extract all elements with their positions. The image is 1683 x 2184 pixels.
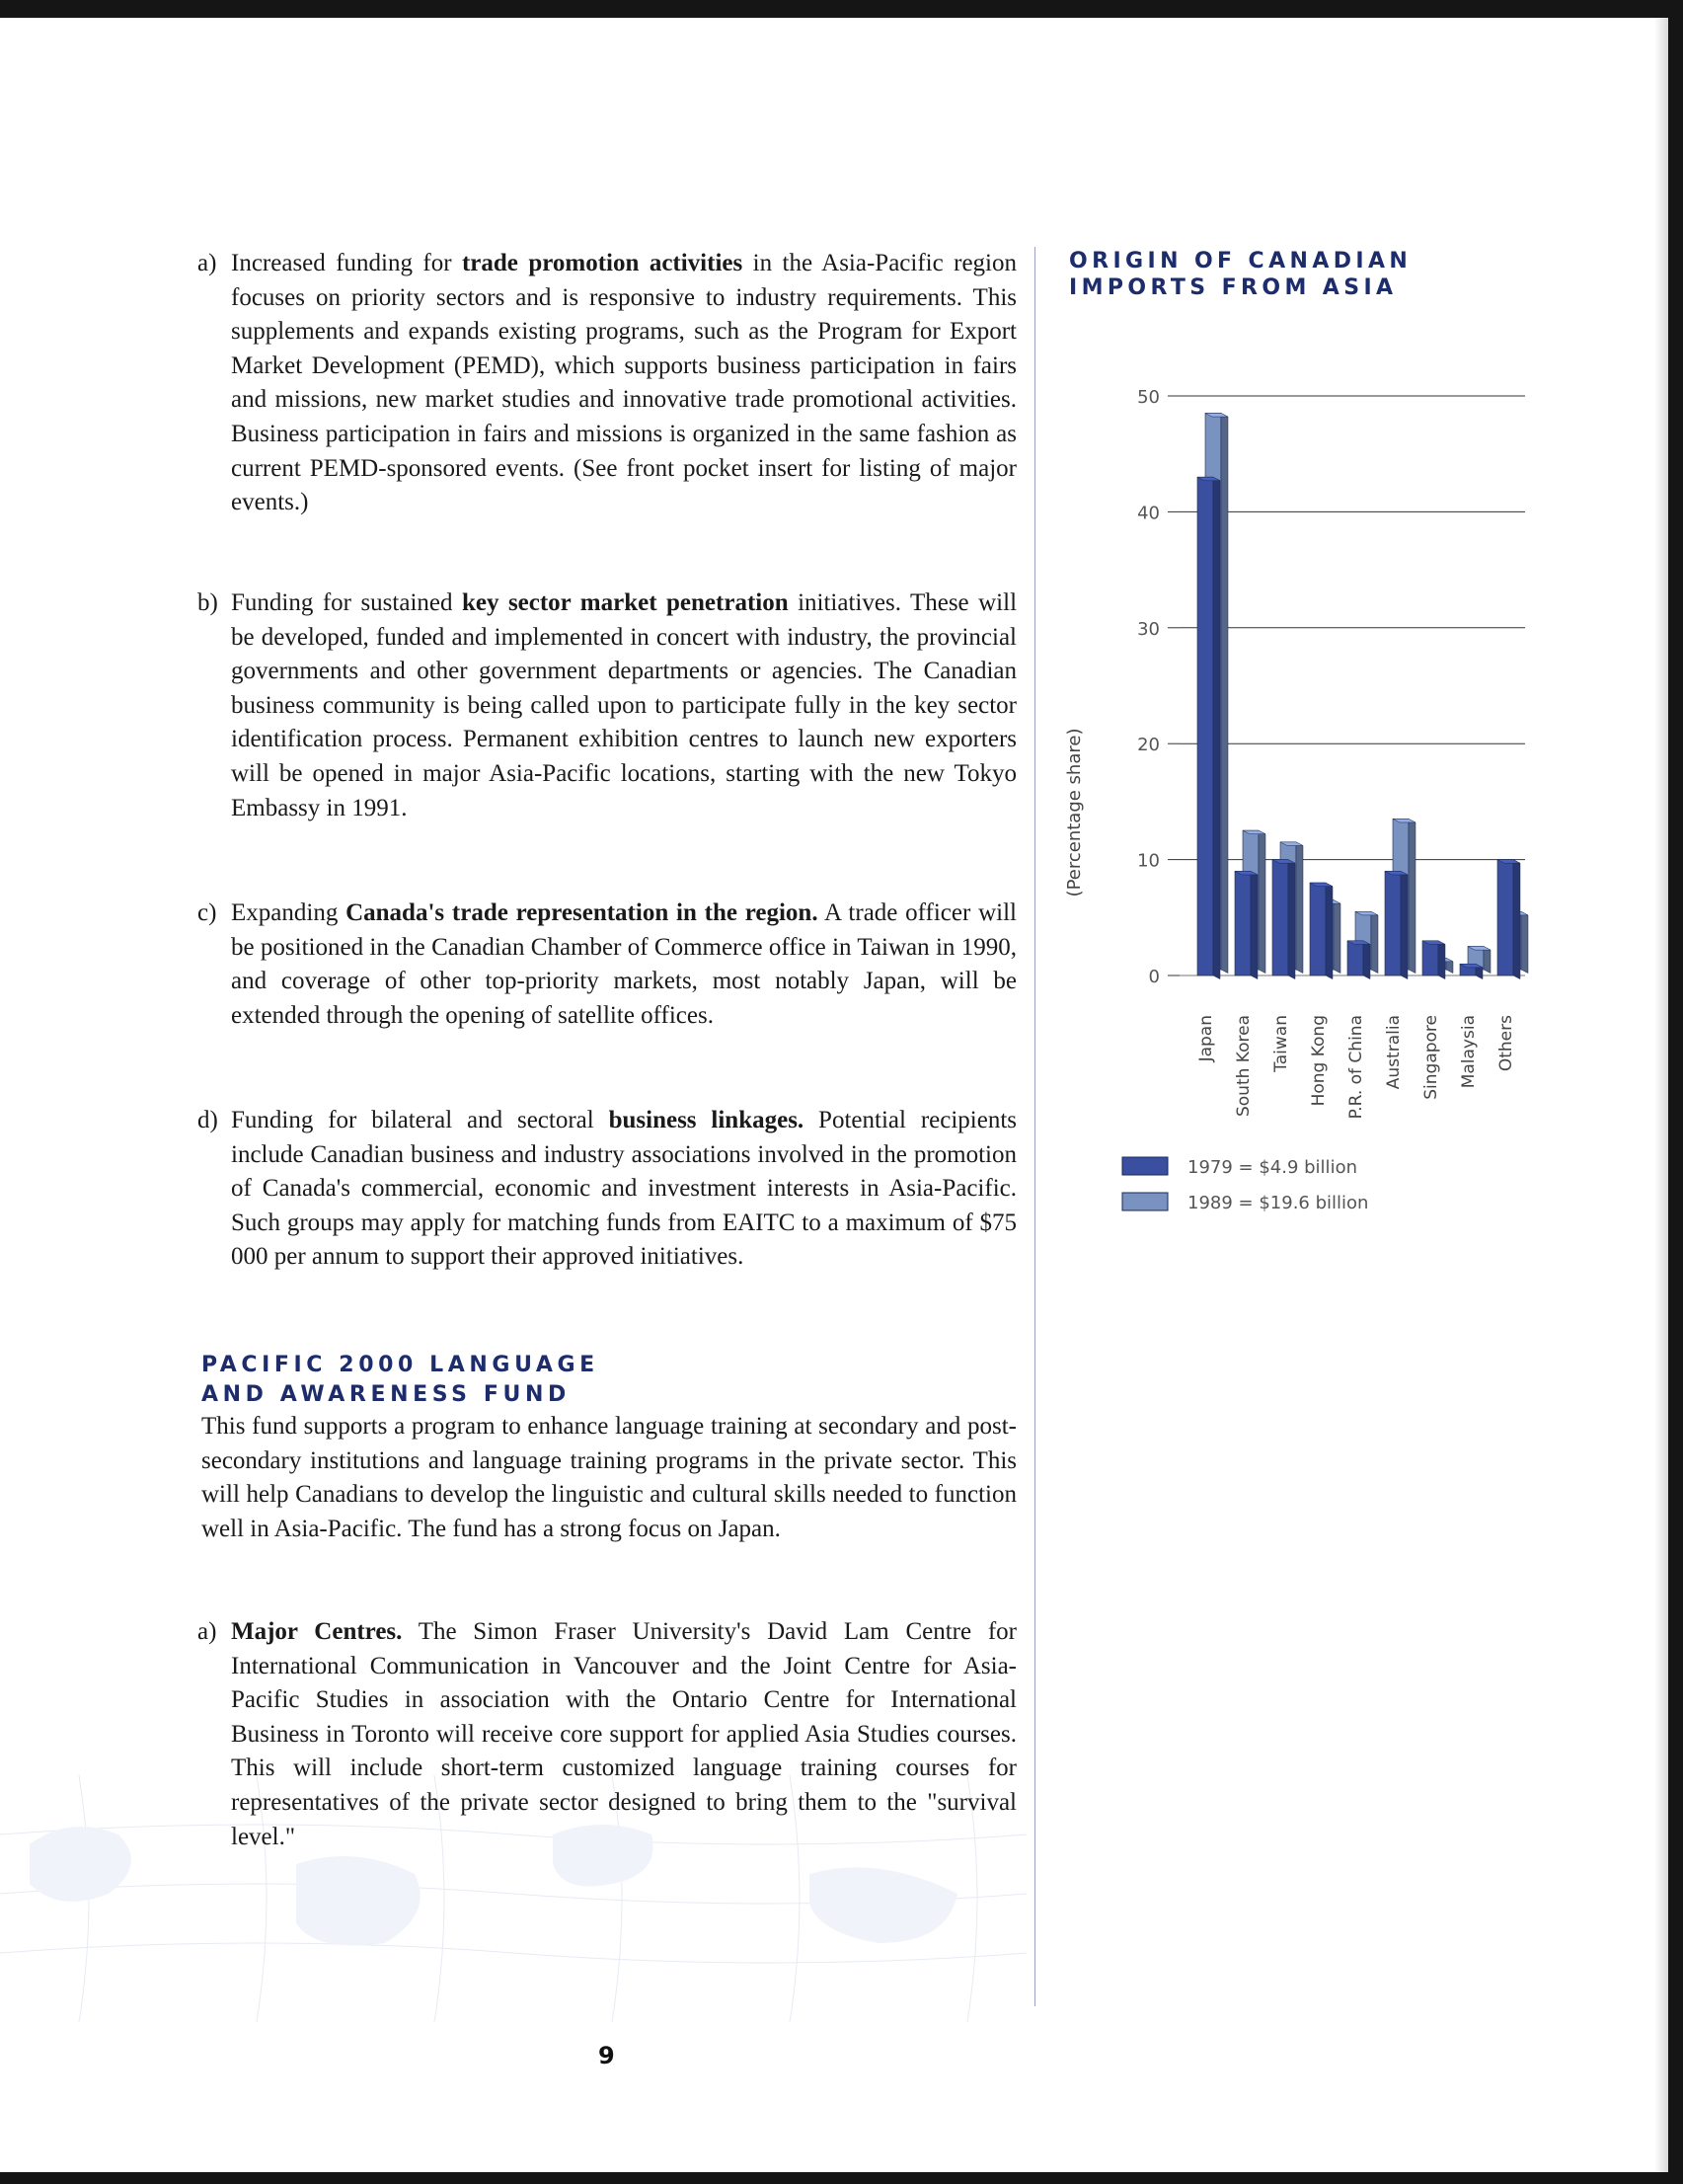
business-linkages-item xyxy=(197,1104,1017,1275)
item-label: b) xyxy=(197,589,218,616)
category-label: P.R. of China xyxy=(1346,1015,1366,1120)
y-axis-label: (Percentage share) xyxy=(1064,728,1085,897)
y-tick-label: 0 xyxy=(1148,967,1160,987)
column-divider xyxy=(1034,247,1035,2006)
bar-1979-8 xyxy=(1497,860,1513,975)
category-label: Australia xyxy=(1384,1015,1404,1090)
bar-1989-2-side xyxy=(1296,842,1303,974)
bar-1979-5 xyxy=(1385,871,1401,975)
bar-1989-0-side xyxy=(1221,413,1228,973)
bar-1979-1-side xyxy=(1251,871,1258,978)
y-tick-label: 30 xyxy=(1137,618,1160,640)
item-bold-term: key sector market penetration xyxy=(461,589,789,616)
category-label: Hong Kong xyxy=(1309,1015,1329,1107)
y-tick-label: 10 xyxy=(1137,850,1160,872)
major-centres-item xyxy=(197,1615,1017,1854)
bar-1979-3 xyxy=(1310,883,1326,975)
item-label: c) xyxy=(197,899,217,926)
bar-1979-4-side xyxy=(1363,941,1370,979)
legend-swatch xyxy=(1122,1157,1168,1175)
category-label: Taiwan xyxy=(1271,1015,1291,1072)
bar-1979-2 xyxy=(1272,860,1288,975)
item-text: Funding for sustained key sector market penetration initiatives. These will be developed, funded and implemented in concert with industry, the provincial governments and other government departments or agencies. The Canadian business community is being called upon to participate fully in the key sector identification process. Permanent exhibition centres to launch new exporters will be opened in major Asia-Pacific locations, starting with the new Tokyo Embassy in 1991. xyxy=(231,589,1018,821)
item-text: Expanding Canada's trade representation in the region. A trade officer will be positioned in the Canadian Chamber of Commerce office in Taiwan in 1990, and coverage of other top-priority markets, most notably Japan, will be extended through the opening of satellite offices. xyxy=(231,899,1017,1029)
item-label: d) xyxy=(197,1107,218,1133)
y-tick-label: 50 xyxy=(1137,387,1160,408)
item-bold-term: Major Centres. xyxy=(231,1618,403,1645)
bar-1979-6 xyxy=(1422,941,1438,975)
category-label: Others xyxy=(1496,1015,1516,1072)
item-text: Increased funding for trade promotion activities in the Asia-Pacific region focuses on priority sectors and is responsive to industry requirements. This supplements and expands existing programs, such as the Program for Export Market Development (PEMD), which supports business participation in fairs and missions, new market studies and innovative trade promotional activities. Business participation in fairs and missions is organized in the same fashion as current PEMD-sponsored events. (See front pocket insert for listing of major events.) xyxy=(231,250,1017,516)
chart-title-line1: ORIGIN OF CANADIAN xyxy=(1069,249,1413,273)
bar-1989-3-side xyxy=(1334,900,1340,974)
item-bold-term: business linkages. xyxy=(608,1107,804,1133)
legend-label: 1989 = $19.6 billion xyxy=(1187,1193,1369,1213)
bar-1979-4 xyxy=(1347,941,1363,975)
page-number: 9 xyxy=(598,2042,615,2069)
item-text: Major Centres. The Simon Fraser University's David Lam Centre for International Communication in Vancouver and the Joint Centre for Asia-Pacific Studies in association with the Ontario Centre for International Business in Toronto will receive core support for applied Asia Studies courses. This will include short-term customized language training courses for representatives of the private sector designed to bring them to the "survival level." xyxy=(231,1618,1017,1850)
section-paragraph: This fund supports a program to enhance language training at secondary and post-secondary institutions and language training programs in the private sector. This will help Canadians to develop the linguistic and cultural skills needed to function well in Asia-Pacific. The fund has a strong focus on Japan. xyxy=(201,1413,1017,1542)
bar-1979-0-side xyxy=(1213,477,1220,978)
document-page xyxy=(0,18,1668,2172)
bar-1979-5-side xyxy=(1401,871,1408,978)
item-bold-term: Canada's trade representation in the region. xyxy=(345,899,818,926)
item-label: a) xyxy=(197,250,217,276)
item-label: a) xyxy=(197,1618,217,1645)
bar-1979-0 xyxy=(1197,477,1213,975)
bar-1979-6-side xyxy=(1438,941,1445,979)
category-label: Malaysia xyxy=(1459,1015,1479,1089)
y-tick-label: 40 xyxy=(1137,503,1160,524)
section-heading xyxy=(201,1351,599,1410)
bar-1979-3-side xyxy=(1326,883,1333,979)
bar-1979-2-side xyxy=(1288,860,1295,979)
bar-1989-7-side xyxy=(1484,947,1491,974)
item-text: Funding for bilateral and sectoral business linkages. Potential recipients include Canadian business and industry associations involved in the promotion of Canada's commercial, economic and investment interests in Asia-Pacific. Such groups may apply for matching funds from EAITC to a maximum of $75 000 per annum to support their approved initiatives. xyxy=(231,1107,1017,1271)
legend-label: 1979 = $4.9 billion xyxy=(1187,1157,1357,1178)
bar-1979-1 xyxy=(1235,871,1251,975)
item-bold-term: trade promotion activities xyxy=(461,250,743,276)
bar-1989-1-side xyxy=(1259,830,1265,973)
category-label: Japan xyxy=(1196,1015,1216,1062)
bar-1989-8-side xyxy=(1521,911,1528,973)
legend-swatch xyxy=(1122,1193,1168,1210)
bar-1979-8-side xyxy=(1513,860,1520,979)
bar-1989-5-side xyxy=(1409,819,1415,973)
trade-promotion-item xyxy=(197,247,1017,520)
chart-title-line2: IMPORTS FROM ASIA xyxy=(1069,275,1398,300)
section-heading-line2: AND AWARENESS FUND xyxy=(201,1382,571,1407)
category-label: South Korea xyxy=(1234,1015,1254,1118)
y-tick-label: 20 xyxy=(1137,735,1160,756)
trade-representation-item xyxy=(197,897,1017,1033)
imports-bar-chart xyxy=(1046,363,1516,1232)
market-penetration-item xyxy=(197,586,1017,825)
chart-title xyxy=(1069,248,1412,301)
category-label: Singapore xyxy=(1421,1015,1441,1100)
bar-1989-4-side xyxy=(1371,911,1378,973)
section-heading-line1: PACIFIC 2000 LANGUAGE xyxy=(201,1353,599,1377)
